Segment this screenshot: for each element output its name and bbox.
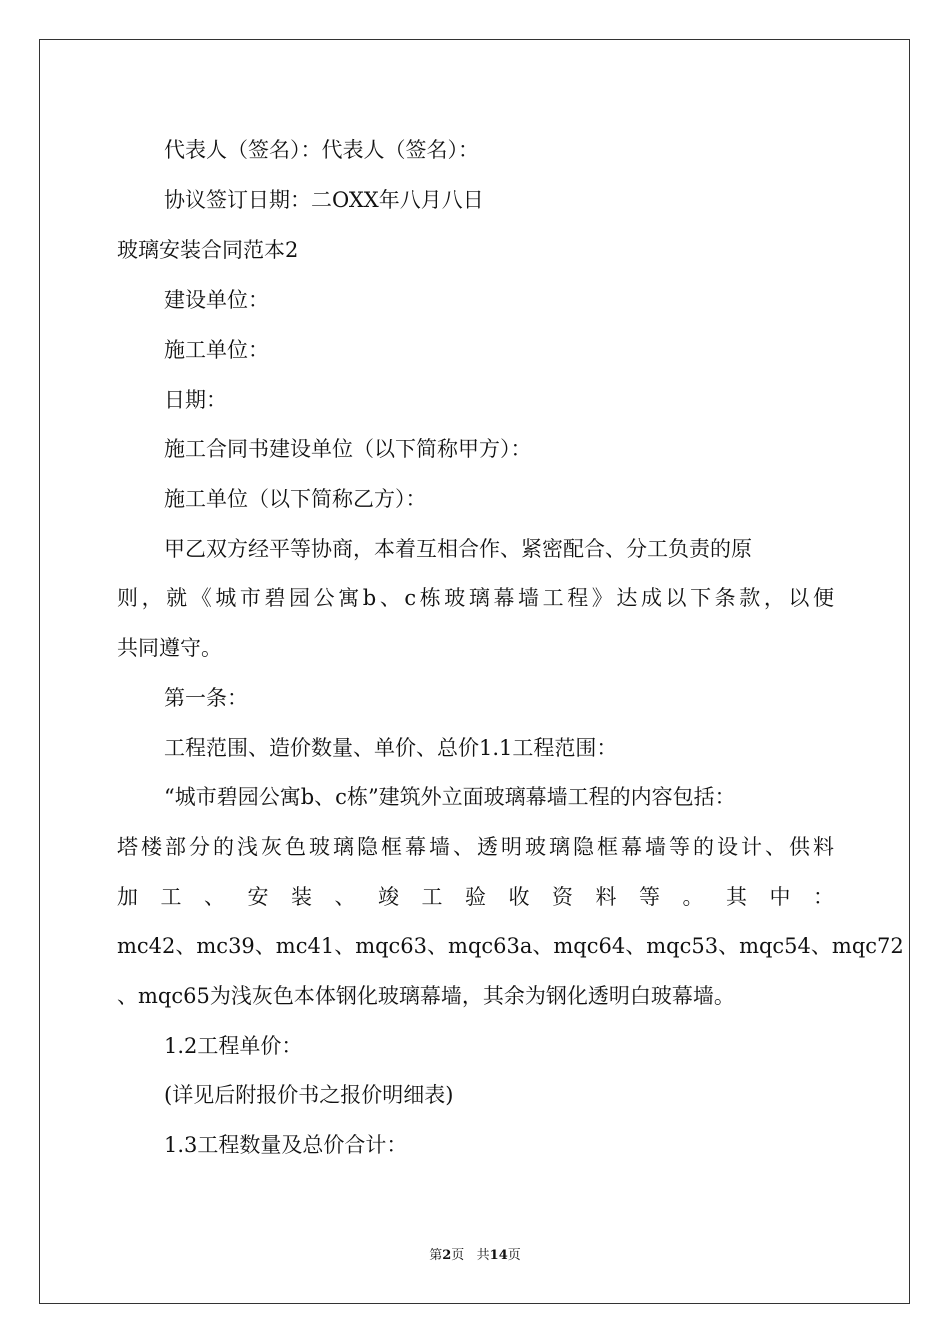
text-line-sign-date: 协议签订日期：二OXX年八月八日 [164, 188, 484, 212]
footer-prefix: 第 [429, 1248, 443, 1263]
spread-char: 资 [552, 885, 573, 909]
paragraph-line: 甲乙双方经平等协商，本着互相合作、紧密配合、分工负责的原 [164, 537, 752, 561]
text-line-unit-price: 1.2工程单价： [164, 1034, 303, 1058]
spread-char: 、 [334, 885, 356, 909]
spread-char: 验 [465, 885, 486, 909]
spread-char: 等 [639, 885, 660, 909]
footer-mid: 页 共 [451, 1248, 490, 1263]
spread-char: 收 [508, 885, 530, 909]
spread-char: 工 [421, 885, 443, 909]
paragraph-line: 共同遵守。 [117, 636, 222, 660]
text-line-signature: 代表人（签名）：代表人（签名）： [164, 138, 479, 162]
section-title: 玻璃安装合同范本2 [117, 238, 299, 262]
text-line-party-a: 施工合同书建设单位（以下简称甲方）： [164, 437, 532, 461]
spread-char: ： [813, 885, 834, 909]
paragraph-line: 、mqc65为浅灰色本体钢化玻璃幕墙，其余为钢化透明白玻幕墙。 [117, 984, 735, 1008]
paragraph-line: “城市碧园公寓b、c栋”建筑外立面玻璃幕墙工程的内容包括： [164, 785, 736, 809]
spread-char: 、 [204, 885, 225, 909]
text-line-date: 日期： [164, 388, 227, 412]
spread-char: 其 [726, 885, 747, 909]
text-line-construction-unit: 建设单位： [164, 288, 269, 312]
page-footer [0, 1248, 950, 1264]
text-line-contractor-unit: 施工单位： [164, 338, 269, 362]
paragraph-line-spread [117, 882, 834, 912]
footer-total-pages: 14 [489, 1248, 508, 1263]
spread-char: 工 [160, 885, 182, 909]
spread-char: 料 [595, 885, 617, 909]
paragraph-line: 塔楼部分的浅灰色玻璃隐框幕墙、透明玻璃隐框幕墙等的设计、供料 [117, 835, 834, 859]
spread-char: 装 [291, 885, 312, 909]
spread-char: 竣 [378, 885, 399, 909]
article-heading: 第一条： [164, 686, 248, 710]
footer-page-number: 2 [442, 1248, 452, 1263]
text-line-quantity-total: 1.3工程数量及总价合计： [164, 1133, 408, 1157]
paragraph-line: mc42、mc39、mc41、mqc63、mqc63a、mqc64、mqc53、mqc54、mqc72 [117, 934, 904, 958]
spread-char: 。 [682, 885, 704, 909]
spread-char: 加 [117, 885, 138, 909]
page-frame [39, 39, 910, 1304]
text-line-scope-heading: 工程范围、造价数量、单价、总价1.1工程范围： [164, 736, 618, 760]
spread-char: 安 [247, 885, 269, 909]
text-line-party-b: 施工单位（以下简称乙方）： [164, 487, 427, 511]
footer-suffix: 页 [507, 1248, 521, 1263]
spread-char: 中 [769, 885, 791, 909]
text-line-price-note: (详见后附报价书之报价明细表) [164, 1083, 454, 1107]
paragraph-line: 则，就《城市碧园公寓b、c栋玻璃幕墙工程》达成以下条款，以便 [117, 586, 834, 610]
